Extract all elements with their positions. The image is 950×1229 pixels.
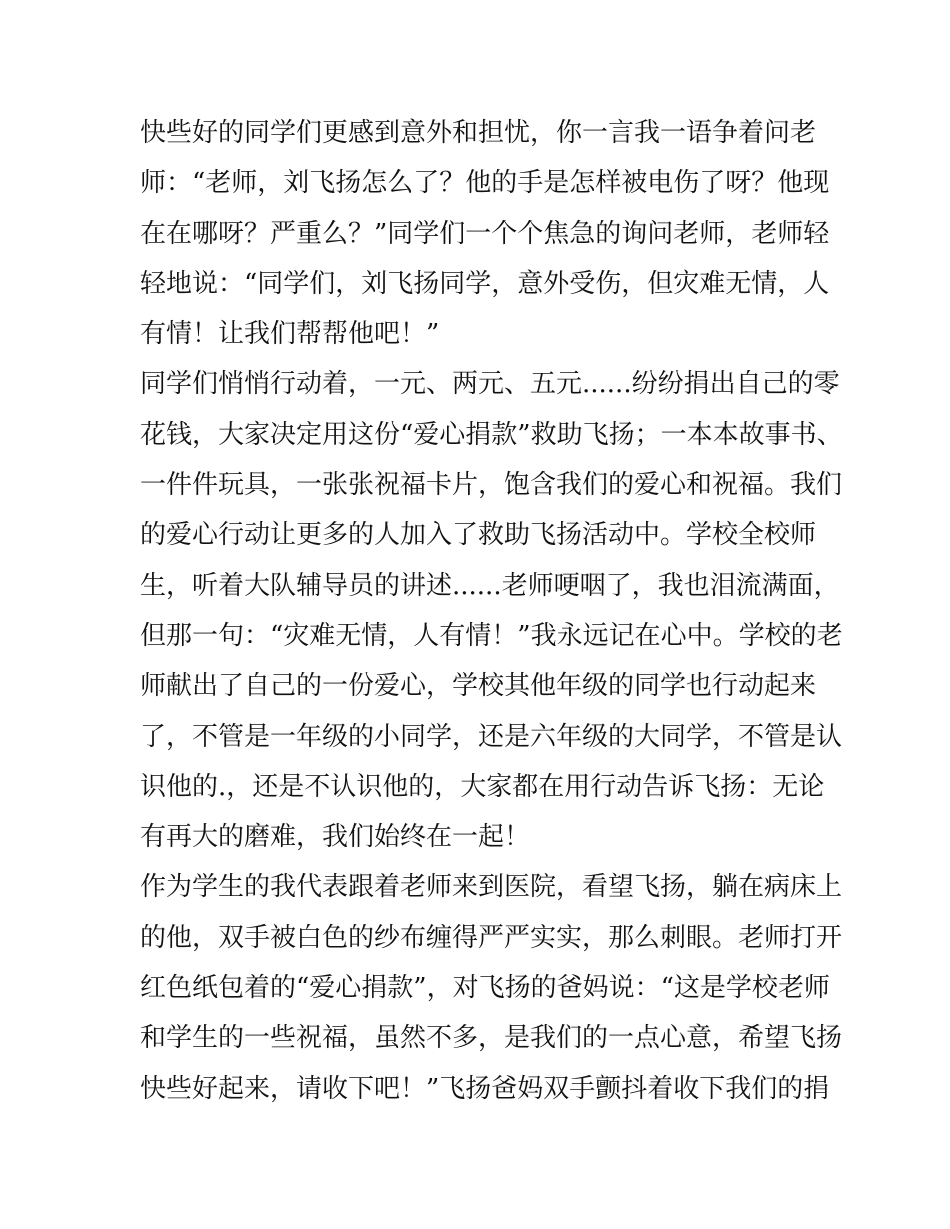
text-line: 有再大的磨难，我们始终在一起！ (140, 822, 531, 853)
text-line: 作为学生的我代表跟着老师来到医院，看望飞扬，躺在病床上 (140, 872, 843, 903)
text-line: 花钱，大家决定用这份“爱心捐款”救助飞扬；一本本故事书、 (140, 419, 843, 450)
text-line: 师：“老师，刘飞扬怎么了？他的手是怎样被电伤了呀？他现 (140, 168, 830, 199)
text-line: 同学们悄悄行动着，一元、两元、五元......纷纷捐出自己的零 (140, 369, 840, 400)
text-line: 轻地说：“同学们，刘飞扬同学，意外受伤，但灾难无情，人 (140, 268, 830, 299)
text-line: 生，听着大队辅导员的讲述......老师哽咽了，我也泪流满面， (140, 570, 840, 601)
text-line: 识他的.，还是不认识他的，大家都在用行动告诉飞扬：无论 (140, 771, 825, 802)
text-line: 快些好起来，请收下吧！”飞扬爸妈双手颤抖着收下我们的捐 (140, 1073, 830, 1104)
text-line: 有情！让我们帮帮他吧！” (140, 319, 440, 350)
text-line: 师献出了自己的一份爱心，学校其他年级的同学也行动起来 (140, 671, 817, 702)
text-line: 一件件玩具，一张张祝福卡片，饱含我们的爱心和祝福。我们 (140, 470, 843, 501)
text-line: 红色纸包着的“爱心捐款”，对飞扬的爸妈说：“这是学校老师 (140, 973, 830, 1004)
text-line: 在在哪呀？严重么？”同学们一个个焦急的询问老师，老师轻 (140, 218, 830, 249)
text-line: 了，不管是一年级的小同学，还是六年级的大同学，不管是认 (140, 721, 843, 752)
text-line: 的爱心行动让更多的人加入了救助飞扬活动中。学校全校师 (140, 520, 817, 551)
body-text (140, 108, 843, 1114)
text-line: 和学生的一些祝福，虽然不多，是我们的一点心意，希望飞扬 (140, 1023, 843, 1054)
text-line: 但那一句：“灾难无情，人有情！”我永远记在心中。学校的老 (140, 620, 843, 651)
text-line: 的他，双手被白色的纱布缠得严严实实，那么刺眼。老师打开 (140, 922, 843, 953)
text-line: 快些好的同学们更感到意外和担忧，你一言我一语争着问老 (140, 118, 817, 148)
